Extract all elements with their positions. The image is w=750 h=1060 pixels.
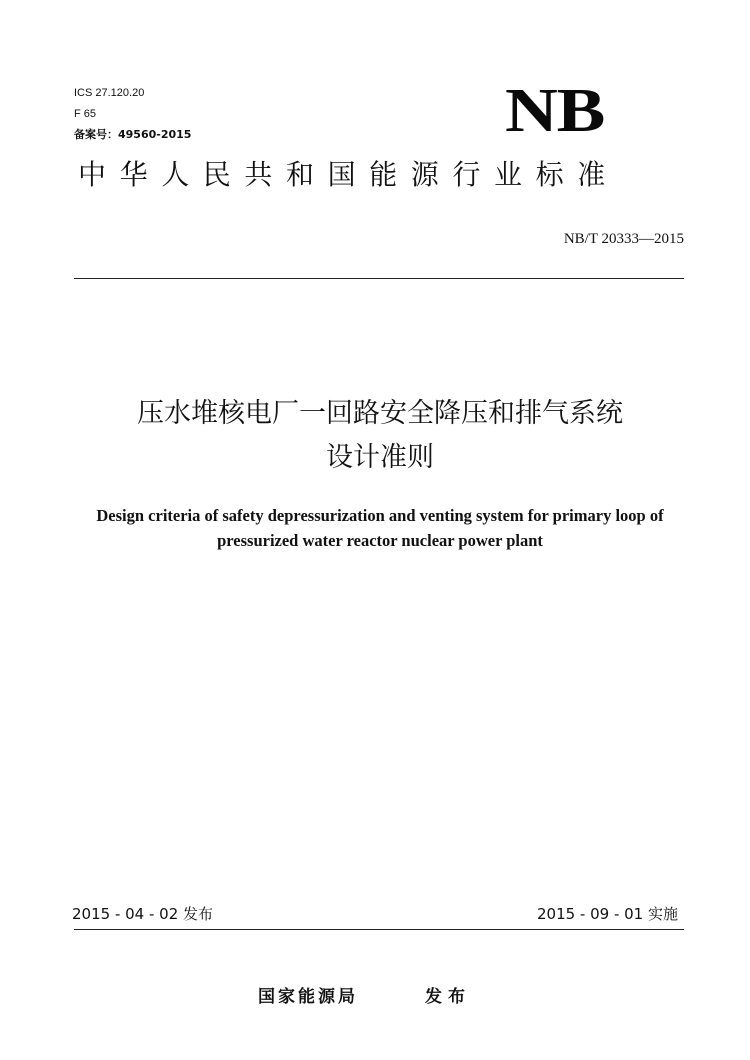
ccs-code: F 65: [74, 108, 97, 120]
nb-logo: NB: [505, 77, 605, 145]
english-title-line-1: Design criteria of safety depressurization and venting system for primary loop of: [96, 506, 664, 525]
chinese-title-line-2: 设计准则: [326, 442, 434, 473]
english-title-line-2: pressurized water reactor nuclear power plant: [217, 531, 543, 550]
issuing-action: 发布: [425, 987, 471, 1007]
issuing-authority: 国家能源局: [258, 987, 358, 1007]
bottom-divider: [74, 929, 684, 930]
chinese-title-line-1: 压水堆核电厂一回路安全降压和排气系统: [137, 398, 623, 429]
ics-code: ICS 27.120.20: [74, 87, 145, 99]
standard-number: NB/T 20333—2015: [563, 231, 684, 247]
filing-number: 备案号：49560-2015: [74, 128, 192, 141]
issue-date: 2015 - 04 - 02 发布: [72, 905, 214, 923]
top-divider: [74, 278, 684, 279]
implementation-date: 2015 - 09 - 01 实施: [536, 905, 678, 923]
standard-category-title: 中华人民共和国能源行业标准: [78, 158, 619, 191]
